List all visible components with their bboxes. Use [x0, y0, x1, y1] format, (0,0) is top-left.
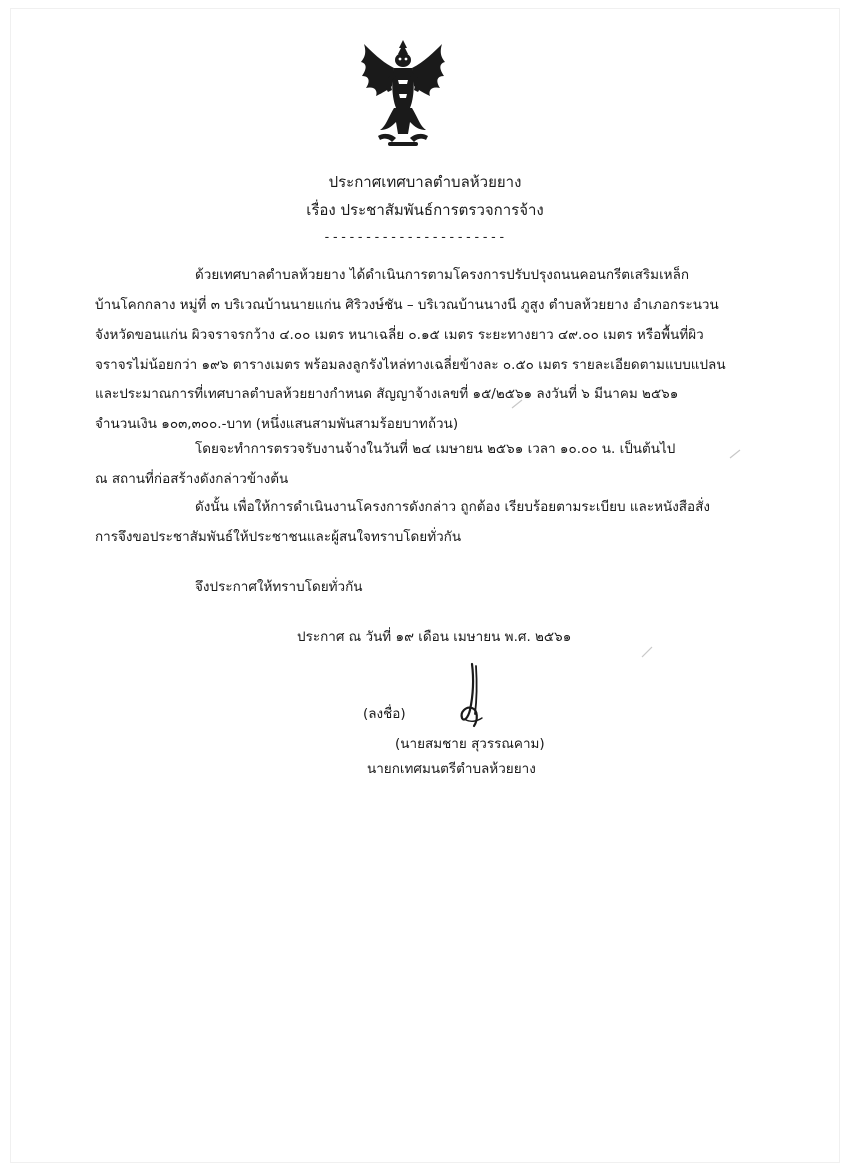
paragraph-1-line-3: จังหวัดขอนแก่น ผิวจราจรกว้าง ๔.๐๐ เมตร หนาเฉลี่ย ๐.๑๕ เมตร ระยะทางยาว ๔๙.๐๐ เมตร หรือพื้นที่ผิว	[95, 327, 704, 343]
paragraph-2-line-2: ณ สถานที่ก่อสร้างดังกล่าวข้างต้น	[95, 471, 289, 487]
signatory-name: (นายสมชาย สุวรรณคาม)	[395, 736, 545, 752]
title-divider: ----------------------	[323, 230, 507, 244]
paragraph-3-line-1: ดังนั้น เพื่อให้การดำเนินงานโครงการดังกล่าว ถูกต้อง เรียบร้อยตามระเบียบ และหนังสือสั่ง	[195, 499, 710, 515]
signature-label: (ลงชื่อ)	[363, 706, 406, 722]
paragraph-1-line-2: บ้านโคกกลาง หมู่ที่ ๓ บริเวณบ้านนายแก่น ศิริวงษ์ชัน – บริเวณบ้านนางนี ภูสูง ตำบลห้วยยาง อำเภอกระนวน	[95, 297, 719, 313]
announcement-subject: เรื่อง ประชาสัมพันธ์การตรวจการจ้าง	[306, 201, 544, 219]
paragraph-2-line-1: โดยจะทำการตรวจรับงานจ้างในวันที่ ๒๔ เมษายน ๒๕๖๑ เวลา ๑๐.๐๐ น. เป็นต้นไป	[195, 441, 676, 457]
paragraph-1-line-4: จราจรไม่น้อยกว่า ๑๙๖ ตารางเมตร พร้อมลงลูกรังไหล่ทางเฉลี่ยข้างละ ๐.๕๐ เมตร รายละเอียดตามแบบแปลน	[95, 357, 726, 373]
signatory-position: นายกเทศมนตรีตำบลห้วยยาง	[367, 761, 536, 777]
announcement-title: ประกาศเทศบาลตำบลห้วยยาง	[328, 173, 522, 191]
scan-mark	[728, 448, 742, 460]
paragraph-1-line-5: และประมาณการที่เทศบาลตำบลห้วยยางกำหนด สัญญาจ้างเลขที่ ๑๕/๒๕๖๑ ลงวันที่ ๖ มีนาคม ๒๕๖๑	[95, 386, 679, 402]
paragraph-1-line-1: ด้วยเทศบาลตำบลห้วยยาง ได้ดำเนินการตามโครงการปรับปรุงถนนคอนกรีตเสริมเหล็ก	[195, 267, 690, 283]
garuda-emblem-icon	[358, 38, 448, 150]
paragraph-1-line-6: จำนวนเงิน ๑๐๓,๓๐๐.-บาท (หนึ่งแสนสามพันสามร้อยบาทถ้วน)	[95, 416, 459, 432]
closing-line: จึงประกาศให้ทราบโดยทั่วกัน	[195, 579, 363, 595]
announcement-date: ประกาศ ณ วันที่ ๑๙ เดือน เมษายน พ.ศ. ๒๕๖๑	[297, 629, 572, 645]
paragraph-3-line-2: การจึงขอประชาสัมพันธ์ให้ประชาชนและผู้สนใจทราบโดยทั่วกัน	[95, 529, 462, 545]
scan-mark	[510, 398, 524, 410]
handwritten-signature-icon	[452, 662, 492, 730]
scan-mark	[640, 645, 654, 659]
